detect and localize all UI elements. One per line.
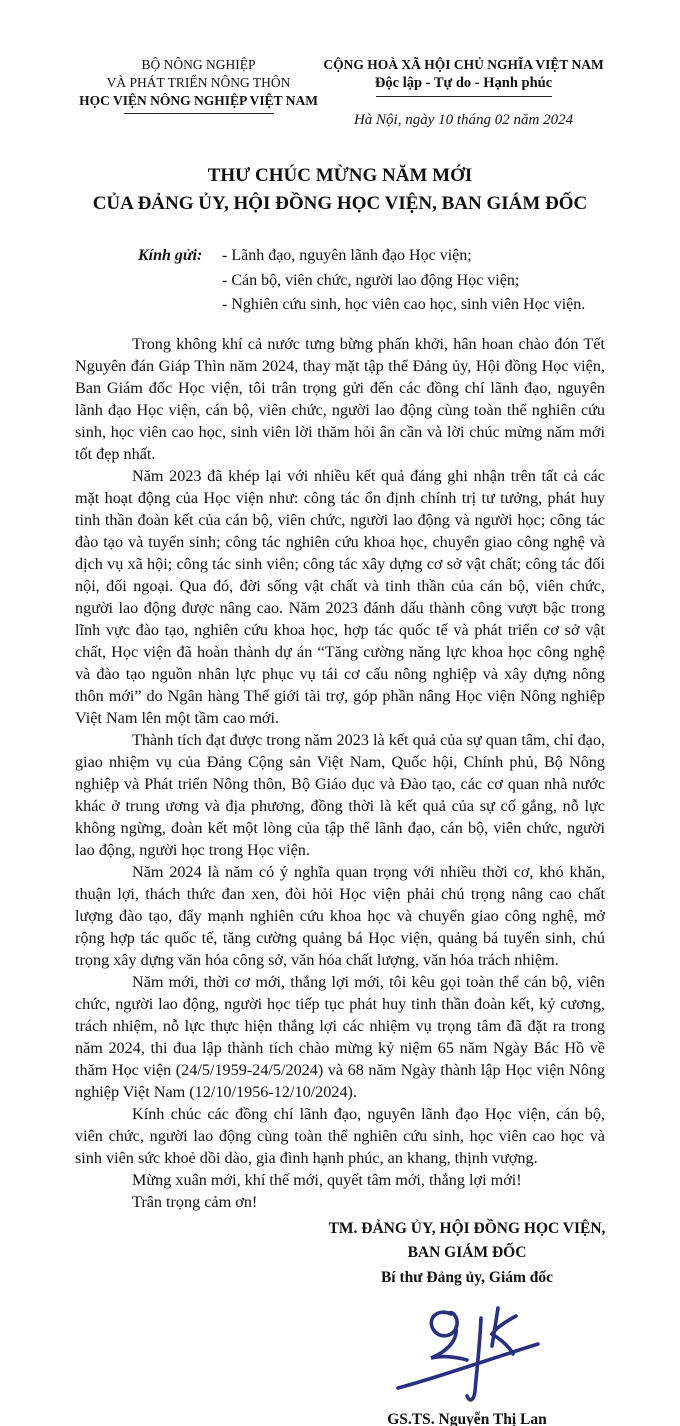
academy-name: HỌC VIỆN NÔNG NGHIỆP VIỆT NAM — [79, 93, 318, 108]
signer-role: Bí thư Đảng ủy, Giám đốc — [380, 1268, 554, 1286]
signer-name: GS.TS. Nguyễn Thị Lan — [387, 1410, 547, 1426]
body-paragraph: Kính chúc các đồng chí lãnh đạo, nguyên lãnh đạo Học viện, cán bộ, viên chức, người lao động cùng toàn thể nghiên cứu sinh, học viên cao học và sinh viên sức khoẻ dồi dào, gia đình hạnh phúc, an khang, thịnh vượng. — [75, 1104, 605, 1167]
body-paragraph: Thành tích đạt được trong năm 2023 là kết quả của sự quan tâm, chỉ đạo, giao nhiệm vụ của Đảng Cộng sản Việt Nam, Quốc hội, Chính phủ, Bộ Nông nghiệp và Phát triển Nông thôn, Bộ Giáo dục và Đào tạo, các cơ quan nhà nước khác ở trung ương và địa phương, đồng thời là kết quả của sự cố gắng, nỗ lực không ngừng, đoàn kết một lòng của tập thể lãnh đạo, cán bộ, viên chức, người lao động, người học trong Học viện. — [75, 730, 605, 859]
body-paragraph: Trân trọng cảm ơn! — [132, 1192, 258, 1211]
recipient-item: - Cán bộ, viên chức, người lao động Học viện; — [222, 271, 520, 289]
letter-body — [75, 333, 605, 1213]
recipient-item: - Lãnh đạo, nguyên lãnh đạo Học viện; — [222, 247, 472, 264]
signing-authority-line2: BAN GIÁM ĐỐC — [407, 1243, 527, 1261]
signing-authority-line1: TM. ĐẢNG ỦY, HỘI ĐỒNG HỌC VIỆN, — [328, 1219, 606, 1237]
republic-title: CỘNG HOÀ XÃ HỘI CHỦ NGHĨA VIỆT NAM — [323, 57, 604, 72]
body-paragraph: Năm 2023 đã khép lại với nhiều kết quả đáng ghi nhận trên tất cả các mặt hoạt động của Học viện như: công tác ổn định chính trị tư tưởng, phát huy tinh thần đoàn kết của cán bộ, viên chức, người lao động và người học; công tác đào tạo và tuyển sinh; công tác nghiên cứu khoa học, chuyển giao công nghệ và dịch vụ xã hội; công tác sinh viên; công tác xây dựng cơ sở vật chất; công tác đối nội, đối ngoại. Qua đó, đời sống vật chất và tinh thần của cán bộ, viên chức, người lao động được nâng cao. Năm 2023 đánh dấu thành công vượt bậc trong lĩnh vực đào tạo, nghiên cứu khoa học, hợp tác quốc tế và phát triển cơ sở vật chất, Học viện đã hoàn thành dự án “Tăng cường năng lực khoa học công nghệ và đào tạo nguồn nhân lực phục vụ tái cơ cấu nông nghiệp và xây dựng nông thôn mới” do Ngân hàng Thế giới tài trợ, góp phần nâng Học viện Nông nghiệp Việt Nam lên một tầm cao mới. — [75, 466, 605, 727]
recipient-list — [222, 244, 585, 318]
letterhead — [75, 56, 605, 129]
body-paragraph: Năm 2024 là năm có ý nghĩa quan trọng với nhiều thời cơ, khó khăn, thuận lợi, thách thức đan xen, đòi hỏi Học viện phải chú trọng nâng cao chất lượng đào tạo, đẩy mạnh nghiên cứu khoa học và chuyển giao công nghệ, mở rộng hợp tác quốc tế, tăng cường quảng bá Học viện, quảng bá tuyển sinh, chú trọng xây dựng văn hóa công sở, văn hóa chất lượng, văn hóa trách nhiệm. — [75, 862, 605, 969]
agency-underline — [124, 113, 274, 114]
body-paragraph: Trong không khí cả nước tưng bừng phấn khởi, hân hoan chào đón Tết Nguyên đán Giáp Thìn năm 2024, thay mặt tập thể Đảng ủy, Hội đồng Học viện, Ban Giám đốc Học viện, tôi trân trọng gửi đến các đồng chí lãnh đạo, nguyên lãnh đạo Học viện, cán bộ, viên chức, người lao động cùng toàn thể nghiên cứu sinh, học viên cao học, sinh viên lời thăm hỏi ân cần và lời chúc mừng năm mới tốt đẹp nhất. — [75, 334, 605, 463]
body-paragraph: Năm mới, thời cơ mới, thắng lợi mới, tôi kêu gọi toàn thể cán bộ, viên chức, người lao động, người học tiếp tục phát huy tinh thần đoàn kết, kỷ cương, trách nhiệm, nỗ lực thực hiện thắng lợi các nhiệm vụ trọng tâm đã đặt ra trong năm 2024, thi đua lập thành tích chào mừng kỷ niệm 65 năm Ngày Bác Hồ về thăm Học viện (24/5/1959-24/5/2024) và 68 năm Ngày thành lập Học viện Nông nghiệp Việt Nam (12/10/1956-12/10/2024). — [75, 972, 605, 1101]
national-motto: Độc lập - Tự do - Hạnh phúc — [374, 75, 553, 91]
ministry-line2: VÀ PHÁT TRIỂN NÔNG THÔN — [106, 75, 291, 90]
ministry-line1: BỘ NÔNG NGHIỆP — [141, 57, 256, 72]
recipient-item: - Nghiên cứu sinh, học viên cao học, sinh viên Học viện. — [222, 296, 586, 313]
salutation-label: Kính gửi: — [138, 247, 203, 264]
handwritten-signature-icon — [297, 1301, 637, 1409]
document-title — [75, 162, 605, 217]
place-date-line: Hà Nội, ngày 10 tháng 02 năm 2024 — [353, 112, 574, 128]
issuing-agency — [75, 56, 322, 129]
body-paragraph: Mừng xuân mới, khí thế mới, quyết tâm mới, thắng lợi mới! — [132, 1170, 522, 1189]
national-header — [322, 56, 605, 129]
motto-underline — [376, 96, 552, 97]
salutation — [138, 244, 605, 318]
signature-block — [297, 1217, 637, 1426]
title-line2: CỦA ĐẢNG ỦY, HỘI ĐỒNG HỌC VIỆN, BAN GIÁM ĐỐC — [92, 192, 588, 214]
title-line1: THƯ CHÚC MỪNG NĂM MỚI — [207, 165, 473, 186]
